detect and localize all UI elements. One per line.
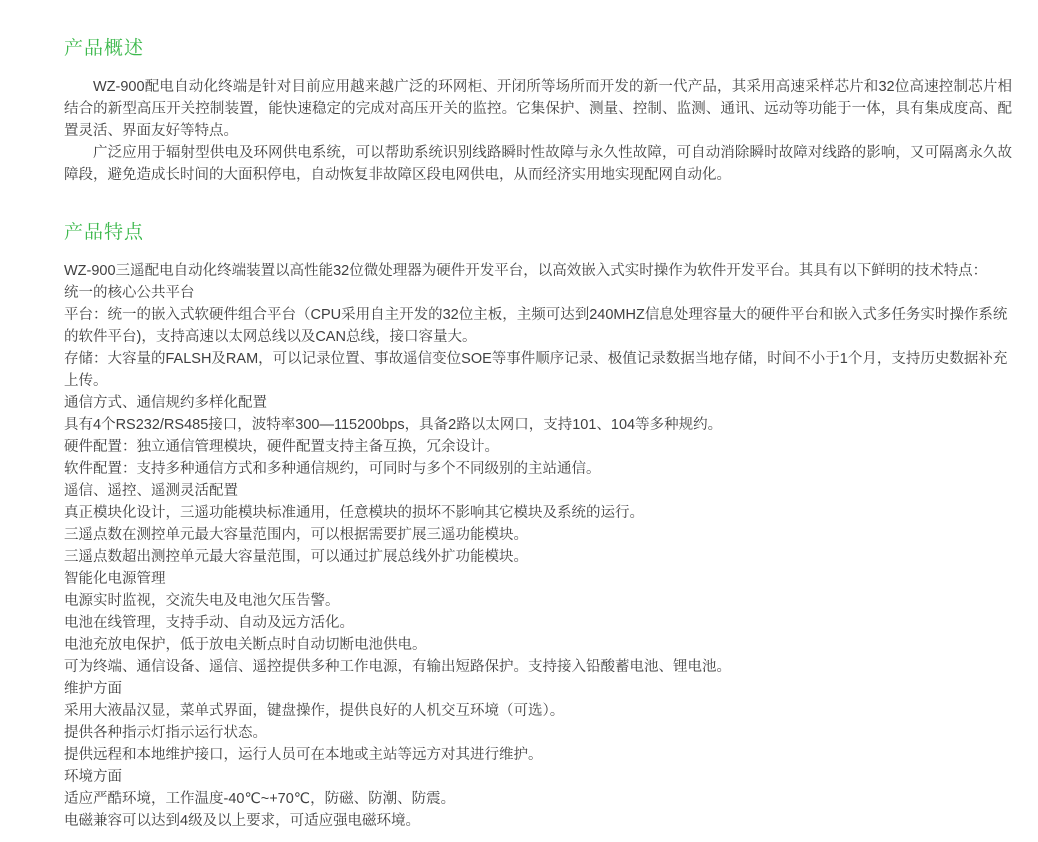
feature-line: 可为终端、通信设备、遥信、遥控提供多种工作电源，有输出短路保护。支持接入铅酸蓄电池、锂电池。: [64, 659, 731, 675]
feature-line: 维护方面: [64, 681, 122, 697]
feature-line: 环境方面: [64, 769, 122, 785]
feature-line: 智能化电源管理: [64, 571, 166, 587]
feature-line: WZ-900三遥配电自动化终端装置以高性能32位微处理器为硬件开发平台，以高效嵌入式实时操作为软件开发平台。其具有以下鲜明的技术特点：: [64, 263, 988, 279]
overview-paragraphs: [64, 76, 1012, 186]
feature-line: 提供各种指示灯指示运行状态。: [64, 725, 267, 741]
overview-paragraph: 广泛应用于辐射型供电及环网供电系统，可以帮助系统识别线路瞬时性故障与永久性故障，可自动消除瞬时故障对线路的影响，又可隔离永久故障段，避免造成长时间的大面积停电，自动恢复非故障区段电网供电，从而经济实用地实现配网自动化。: [64, 145, 1012, 183]
feature-line: 统一的核心公共平台: [64, 285, 195, 301]
feature-line: 具有4个RS232/RS485接口，波特率300—115200bps，具备2路以太网口，支持101、104等多种规约。: [64, 417, 723, 433]
feature-line: 存储：大容量的FALSH及RAM，可以记录位置、事故遥信变位SOE等事件顺序记录、极值记录数据当地存储，时间不小于1个月，支持历史数据补充上传。: [64, 351, 1008, 389]
features-section-heading: 产品特点: [64, 222, 145, 243]
overview-paragraph: WZ-900配电自动化终端是针对目前应用越来越广泛的环网柜、开闭所等场所而开发的新一代产品，其采用高速采样芯片和32位高速控制芯片相结合的新型高压开关控制装置，能快速稳定的完成对高压开关的监控。它集保护、测量、控制、监测、通讯、远动等功能于一体，具有集成度高、配置灵活、界面友好等特点。: [64, 79, 1012, 139]
feature-line: 电池充放电保护，低于放电关断点时自动切断电池供电。: [64, 637, 427, 653]
feature-line: 通信方式、通信规约多样化配置: [64, 395, 267, 411]
feature-line: 电磁兼容可以达到4级及以上要求，可适应强电磁环境。: [64, 813, 421, 829]
feature-lines: [64, 260, 1012, 832]
feature-line: 硬件配置：独立通信管理模块，硬件配置支持主备互换，冗余设计。: [64, 439, 499, 455]
feature-line: 三遥点数在测控单元最大容量范围内，可以根据需要扩展三遥功能模块。: [64, 527, 528, 543]
feature-line: 电池在线管理，支持手动、自动及远方活化。: [64, 615, 354, 631]
overview-section-heading: 产品概述: [64, 38, 145, 59]
feature-line: 提供远程和本地维护接口，运行人员可在本地或主站等远方对其进行维护。: [64, 747, 543, 763]
feature-line: 采用大液晶汉显，菜单式界面，键盘操作，提供良好的人机交互环境（可选）。: [64, 703, 565, 719]
feature-line: 三遥点数超出测控单元最大容量范围，可以通过扩展总线外扩功能模块。: [64, 549, 528, 565]
feature-line: 真正模块化设计，三遥功能模块标准通用，任意模块的损坏不影响其它模块及系统的运行。: [64, 505, 644, 521]
feature-line: 遥信、遥控、遥测灵活配置: [64, 483, 238, 499]
feature-line: 软件配置：支持多种通信方式和多种通信规约，可同时与多个不同级别的主站通信。: [64, 461, 601, 477]
feature-line: 电源实时监视，交流失电及电池欠压告警。: [64, 593, 340, 609]
feature-line: 平台：统一的嵌入式软硬件组合平台（CPU采用自主开发的32位主板，主频可达到240MHZ信息处理容量大的硬件平台和嵌入式多任务实时操作系统的软件平台)，支持高速以太网总线以及CAN总线，接口容量大。: [64, 307, 1008, 345]
feature-line: 适应严酷环境，工作温度-40℃~+70℃，防磁、防潮、防震。: [64, 791, 456, 807]
